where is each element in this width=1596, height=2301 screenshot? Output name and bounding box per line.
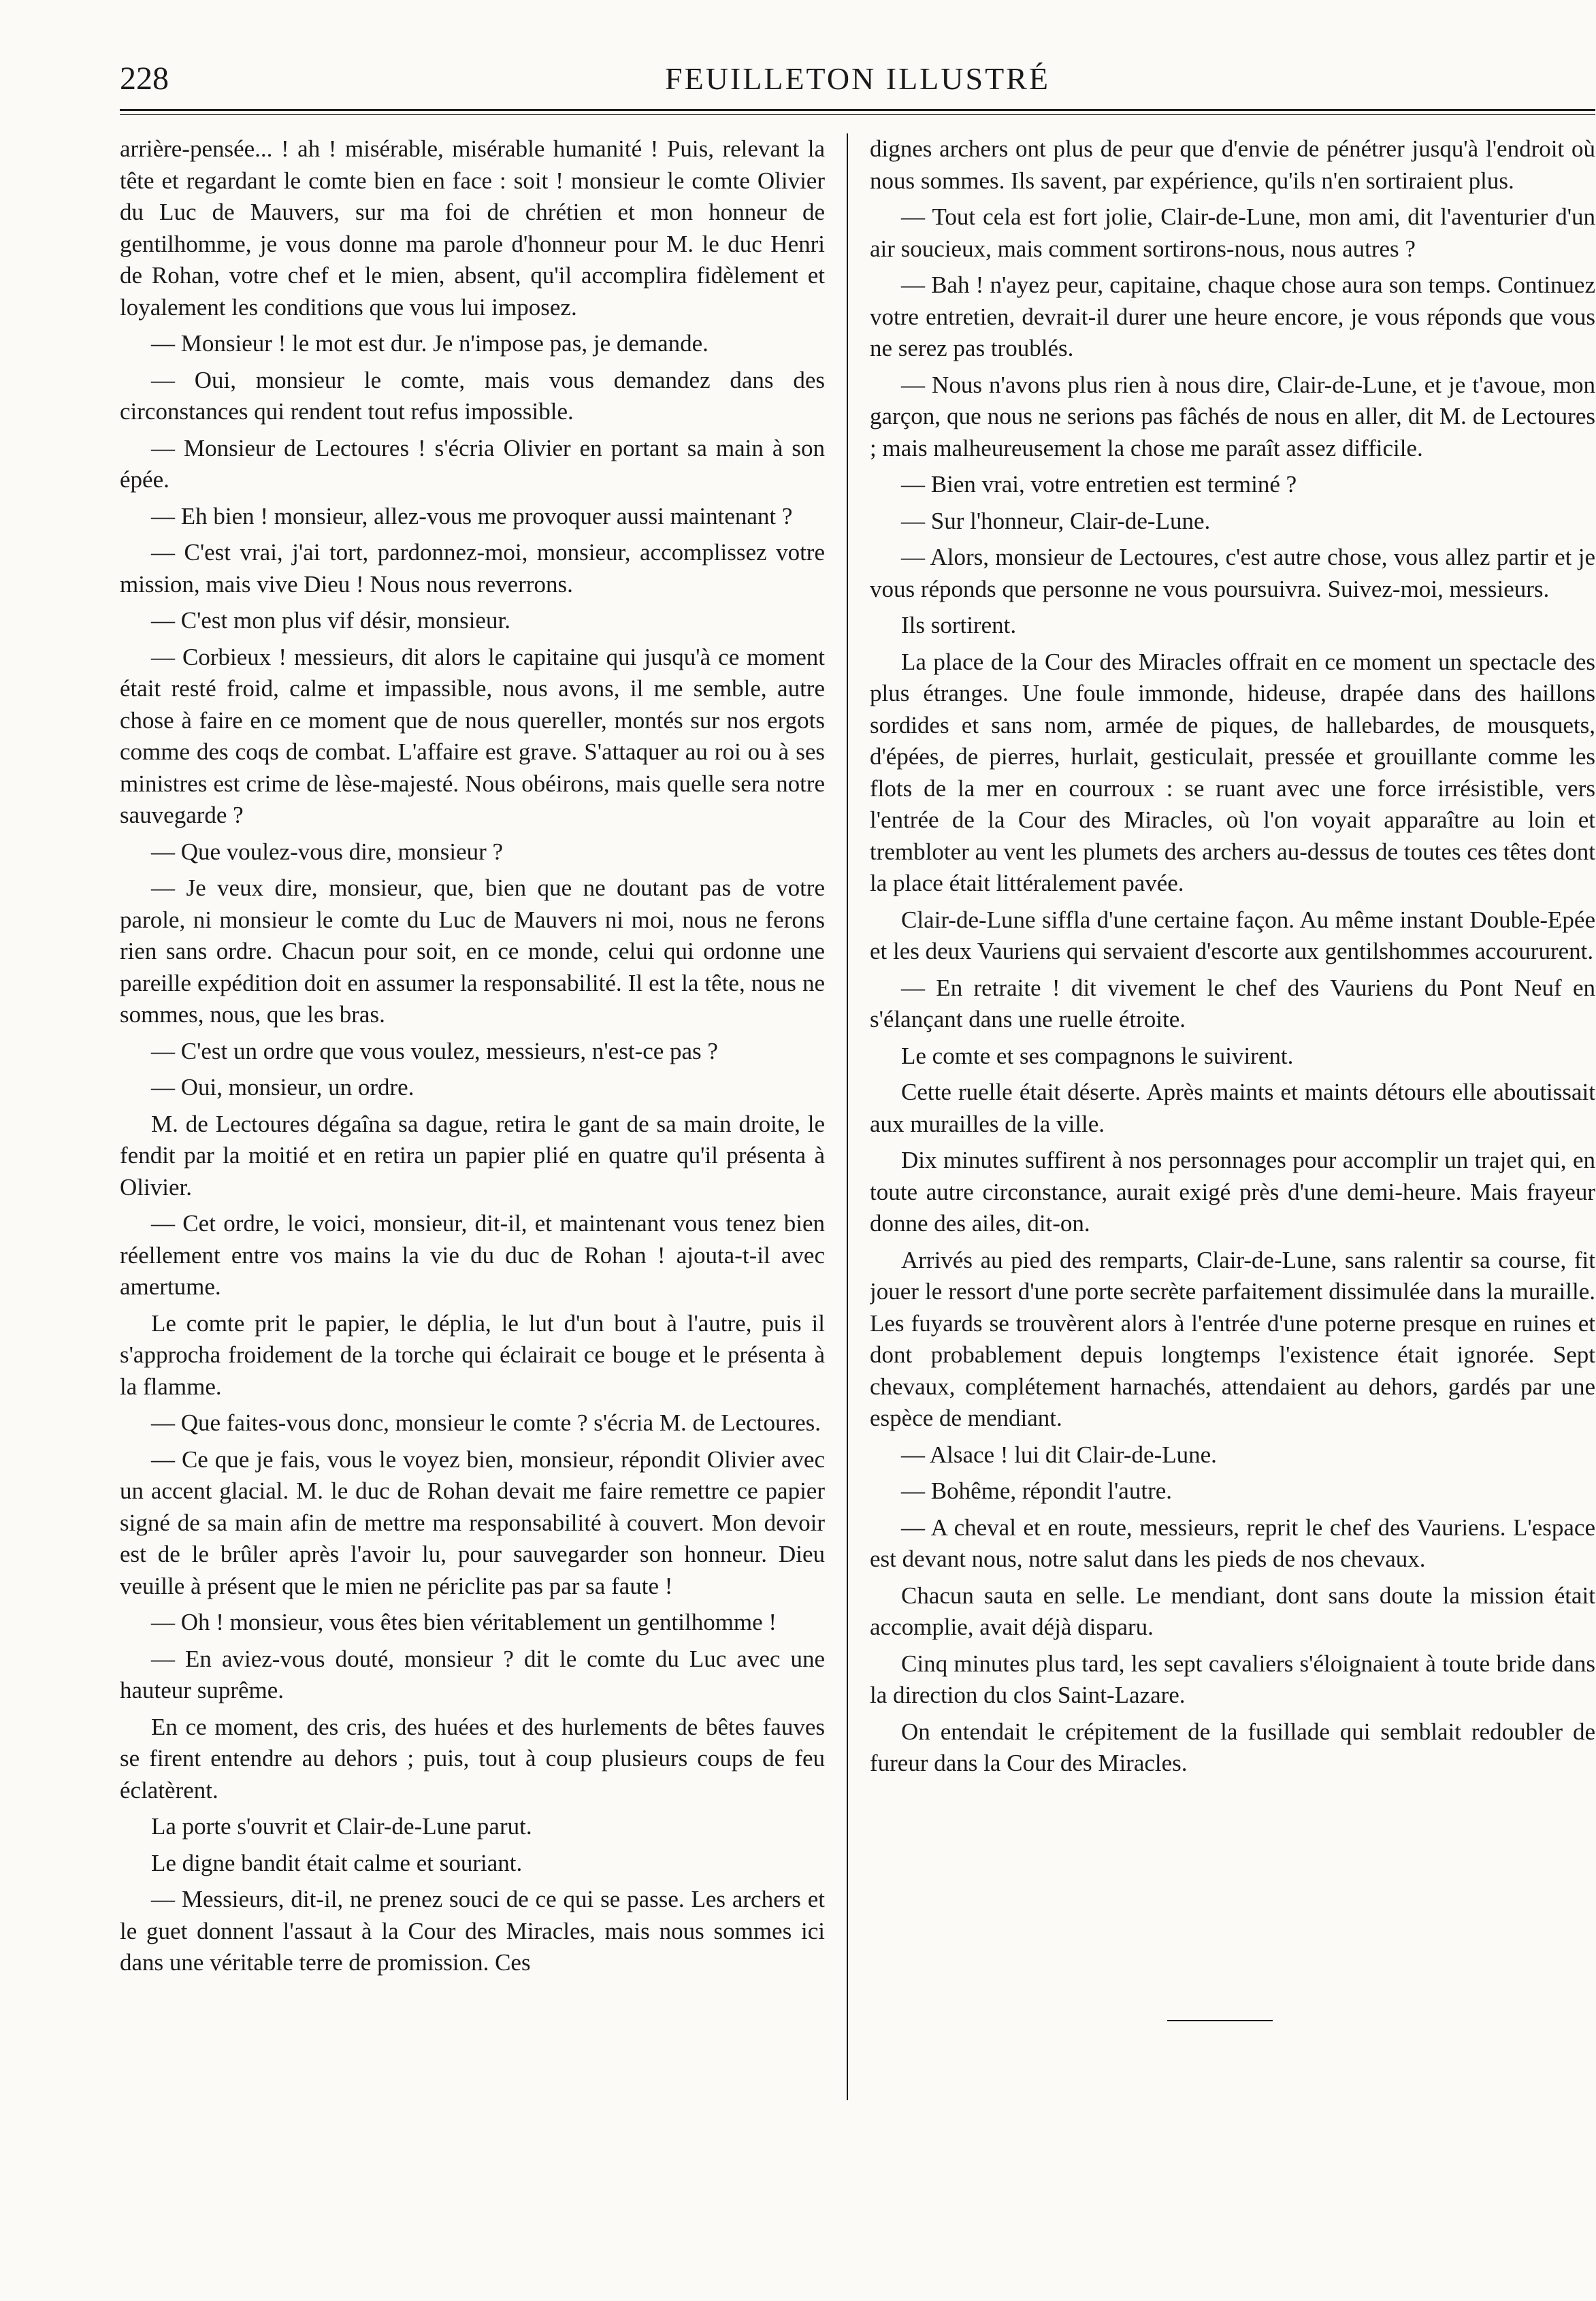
paragraph: — C'est mon plus vif désir, monsieur.: [151, 607, 510, 634]
paragraph: — Ce que je fais, vous le voyez bien, monsieur, répondit Olivier avec un accent glacial. M. le duc de Rohan devait me faire remettre ce papier signé de sa main afin de mettre ma responsabilité à couvert. Mon devoir est de le brûler après l'avoir lu, pour sauvegarder son honneur. Dieu veuille à présent que le mien ne périclite pas par sa faute !: [120, 1446, 825, 1599]
paragraph: La place de la Cour des Miracles offrait en ce moment un spectacle des plus étranges. Une foule immonde, hideuse, drapée dans des haillons sordides et sans nom, armée de piques, de hallebardes, de mousquets, d'épées, de pierres, hurlait, gesticulait, pressée et grouillante comme les flots de la mer en courroux : se ruant avec une force irrésistible, vers l'entrée de la Cour des Miracles, où l'on voyait apparaître au loin et trembloter au vent les plumets des archers au-dessus de toutes ces têtes dont la place était littéralement pavée.: [870, 648, 1595, 896]
paragraph: — Monsieur ! le mot est dur. Je n'impose pas, je demande.: [151, 330, 709, 357]
paragraph: Chacun sauta en selle. Le mendiant, dont sans doute la mission était accomplie, avait déjà disparu.: [870, 1582, 1595, 1640]
paragraph: — Corbieux ! messieurs, dit alors le capitaine qui jusqu'à ce moment était resté froid, calme et impassible, nous avons, il me semble, autre chose à faire en ce moment que de nous quereller, montés sur nos ergots comme des coqs de combat. L'affaire est grave. S'attaquer au roi ou à ses ministres est crime de lèse-majesté. Nous obéirons, mais quelle sera notre sauvegarde ?: [120, 643, 825, 828]
paragraph: dignes archers ont plus de peur que d'envie de pénétrer jusqu'à l'endroit où nous sommes. Ils savent, par expérience, qu'ils n'en sortiraient plus.: [870, 135, 1595, 194]
paragraph: Clair-de-Lune siffla d'une certaine façon. Au même instant Double-Epée et les deux Vauriens qui servaient d'escorte aux gentilshommes accoururent.: [870, 906, 1595, 964]
running-title: FEUILLETON ILLUSTRÉ: [665, 61, 1050, 96]
paragraph: Arrivés au pied des remparts, Clair-de-Lune, sans ralentir sa course, fit jouer le ressort d'une porte secrète parfaitement dissimulée dans la muraille. Les fuyards se trouvèrent alors à l'entrée d'une poterne presque en ruines et dont probablement depuis longtemps l'existence était ignorée. Sept chevaux, complétement harnachés, attendaient au dehors, gardés par une espèce de mendiant.: [870, 1246, 1595, 1431]
paragraph: En ce moment, des cris, des huées et des hurlements de bêtes fauves se firent entendre au dehors ; puis, tout à coup plusieurs coups de feu éclatèrent.: [120, 1713, 825, 1804]
paragraph: — Oui, monsieur le comte, mais vous demandez dans des circonstances qui rendent tout refus impossible.: [120, 366, 825, 425]
paragraph: — Oh ! monsieur, vous êtes bien véritablement un gentilhomme !: [151, 1609, 777, 1635]
paragraph: M. de Lectoures dégaîna sa dague, retira le gant de sa main droite, le fendit par la moitié et en retira un papier plié en quatre qu'il présenta à Olivier.: [120, 1110, 825, 1201]
page-header: [120, 59, 1595, 106]
left-column: [120, 133, 825, 2257]
header-rule: [120, 109, 1595, 111]
paragraph: Le comte et ses compagnons le suivirent.: [901, 1042, 1294, 1069]
paragraph: — Bien vrai, votre entretien est terminé ?: [901, 471, 1297, 497]
paragraph: Cinq minutes plus tard, les sept cavaliers s'éloignaient à toute bride dans la direction du clos Saint-Lazare.: [870, 1650, 1595, 1708]
paragraph: Le comte prit le papier, le déplia, le lut d'un bout à l'autre, puis il s'approcha froidement de la torche qui éclairait ce bouge et le présenta à la flamme.: [120, 1309, 825, 1400]
paragraph: — Nous n'avons plus rien à nous dire, Clair-de-Lune, et je t'avoue, mon garçon, que nous ne serions pas fâchés de nous en aller, dit M. de Lectoures ; mais malheureusement la chose me paraît assez difficile.: [870, 371, 1595, 461]
paragraph: — Alors, monsieur de Lectoures, c'est autre chose, vous allez partir et je vous réponds que personne ne vous poursuivra. Suivez-moi, messieurs.: [870, 544, 1595, 602]
paragraph: La porte s'ouvrit et Clair-de-Lune parut.: [151, 1813, 532, 1840]
paragraph: — Oui, monsieur, un ordre.: [151, 1074, 414, 1100]
paragraph: arrière-pensée... ! ah ! misérable, misérable humanité ! Puis, relevant la tête et regardant le comte bien en face : soit ! monsieur le comte Olivier du Luc de Mauvers, sur ma foi de chrétien et mon honneur de gentilhomme, je vous donne ma parole d'honneur pour M. le duc Henri de Rohan, votre chef et le mien, absent, qu'il accomplira fidèlement et loyalement les conditions que vous lui imposez.: [120, 135, 825, 321]
paragraph: Le digne bandit était calme et souriant.: [151, 1849, 523, 1876]
paragraph: — Tout cela est fort jolie, Clair-de-Lune, mon ami, dit l'aventurier d'un air soucieux, mais comment sortirons-nous, nous autres ?: [870, 203, 1595, 262]
paragraph: — Je veux dire, monsieur, que, bien que ne doutant pas de votre parole, ni monsieur le comte du Luc de Mauvers ni moi, nous ne ferons rien sans ordre. Chacun pour soit, en ce monde, celui qui ordonne une pareille expédition doit en assumer la responsabilité. Il est la tête, nous ne sommes, nous, que les bras.: [120, 875, 825, 1028]
paragraph: — Eh bien ! monsieur, allez-vous me provoquer aussi maintenant ?: [151, 502, 793, 529]
paragraph: On entendait le crépitement de la fusillade qui semblait redoubler de fureur dans la Cour des Miracles.: [870, 1718, 1595, 1776]
paragraph: — Monsieur de Lectoures ! s'écria Olivier en portant sa main à son épée.: [120, 434, 825, 493]
paragraph: — En retraite ! dit vivement le chef des Vauriens du Pont Neuf en s'élançant dans une ruelle étroite.: [870, 974, 1595, 1032]
paragraph: — Que voulez-vous dire, monsieur ?: [151, 838, 504, 865]
paragraph: — Messieurs, dit-il, ne prenez souci de ce qui se passe. Les archers et le guet donnent l'assaut à la Cour des Miracles, mais nous sommes ici dans une véritable terre de promission. Ces: [120, 1886, 825, 1976]
paragraph: — C'est vrai, j'ai tort, pardonnez-moi, monsieur, accomplissez votre mission, mais vive Dieu ! Nous nous reverrons.: [120, 539, 825, 598]
paragraph: — Bah ! n'ayez peur, capitaine, chaque chose aura son temps. Continuez votre entretien, devrait-il durer une heure encore, je vous réponds que vous ne serez pas troublés.: [870, 272, 1595, 361]
paragraph: — Sur l'honneur, Clair-de-Lune.: [901, 507, 1211, 534]
header-rule-thin: [120, 114, 1595, 115]
paragraph: Ils sortirent.: [901, 612, 1017, 638]
paragraph: — Bohême, répondit l'autre.: [901, 1478, 1173, 1504]
page-number: 228: [120, 61, 169, 97]
end-of-chapter-rule: [1167, 2020, 1273, 2021]
right-column: [870, 133, 1595, 2257]
column-divider: [847, 133, 848, 2100]
paragraph: — A cheval et en route, messieurs, reprit le chef des Vauriens. L'espace est devant nous, notre salut dans les pieds de nos chevaux.: [870, 1514, 1595, 1572]
paragraph: — Cet ordre, le voici, monsieur, dit-il, et maintenant vous tenez bien réellement entre vos mains la vie du duc de Rohan ! ajouta-t-il avec amertume.: [120, 1210, 825, 1300]
paragraph: Cette ruelle était déserte. Après maints et maints détours elle aboutissait aux murailles de la ville.: [870, 1079, 1595, 1137]
paragraph: — Alsace ! lui dit Clair-de-Lune.: [901, 1441, 1217, 1468]
paragraph: Dix minutes suffirent à nos personnages pour accomplir un trajet qui, en toute autre circonstance, aurait exigé près d'une demi-heure. Mais frayeur donne des ailes, dit-on.: [870, 1147, 1595, 1237]
paragraph: — Que faites-vous donc, monsieur le comte ? s'écria M. de Lectoures.: [151, 1409, 821, 1436]
paragraph: — C'est un ordre que vous voulez, messieurs, n'est-ce pas ?: [151, 1037, 718, 1064]
paragraph: — En aviez-vous douté, monsieur ? dit le comte du Luc avec une hauteur suprême.: [120, 1645, 825, 1703]
